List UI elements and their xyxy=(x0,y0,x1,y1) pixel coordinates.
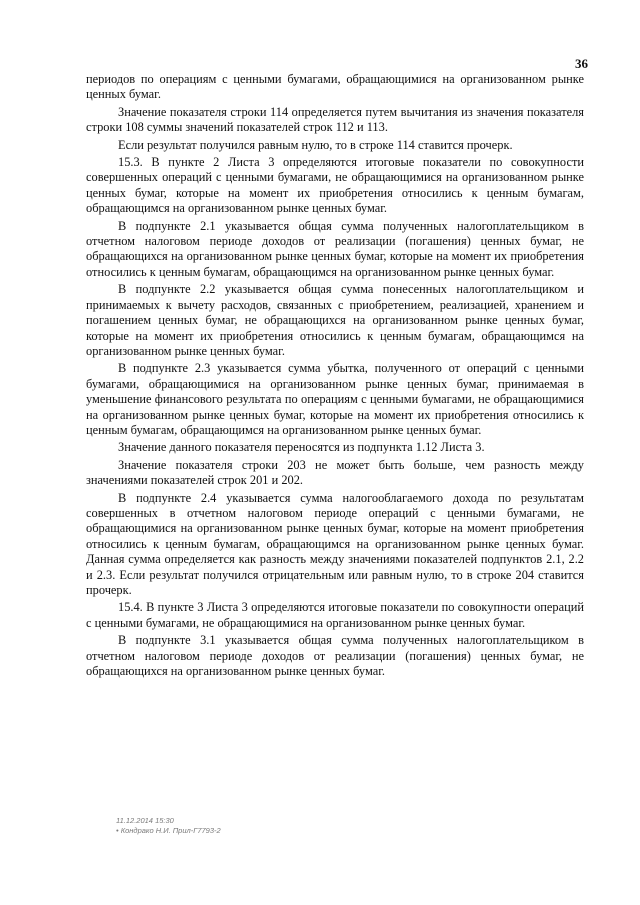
paragraph: В подпункте 3.1 указывается общая сумма полученных налогоплательщиком в отчетном налоговом периоде доходов от реализации (погашения) ценных бумаг, не обращающихся на организованном рынке ценных бумаг. xyxy=(86,633,584,679)
document-footer-stamp xyxy=(116,816,221,836)
paragraph: 15.3. В пункте 2 Листа 3 определяются итоговые показатели по совокупности совершенных операций с ценными бумагами, не обращающимися на организованном рынке ценных бумаг, которые на момент их приобретения относились к ценным бумагам, обращающимся на организованном рынке ценных бумаг. xyxy=(86,155,584,216)
document-body xyxy=(86,72,584,681)
paragraph: В подпункте 2.2 указывается общая сумма понесенных налогоплательщиком и принимаемых к вычету расходов, связанных с приобретением, реализацией, хранением и погашением ценных бумаг, не обращающихся на организованном рынке ценных бумаг, которые на момент их приобретения относились к ценным бумагам, обращающимся на организованном рынке ценных бумаг. xyxy=(86,282,584,358)
paragraph: В подпункте 2.3 указывается сумма убытка, полученного от операций с ценными бумагами, обращающимися на организованном рынке ценных бумаг, принимаемая в уменьшение финансового результата по операциям с ценными бумагами, не обращающимися на организованном рынке ценных бумаг, которые на момент их приобретения относились к ценным бумагам, обращающимся на организованном рынке ценных бумаг. xyxy=(86,361,584,437)
paragraph: Значение показателя строки 114 определяется путем вычитания из значения показателя строки 108 суммы значений показателей строк 112 и 113. xyxy=(86,104,584,135)
paragraph: В подпункте 2.4 указывается сумма налогооблагаемого дохода по результатам совершенных в отчетном налоговом периоде операций с ценными бумагами, не обращающимися на организованном рынке ценных бумаг, которые на момент приобретения относились к ценным бумагам, обращающимся на организованном рынке ценных бумаг. Данная сумма определяется как разность между значениями показателей подпунктов 2.1, 2.2 и 2.3. Если результат получился отрицательным или равным нулю, то в строке 204 ставится прочерк. xyxy=(86,490,584,597)
paragraph: Если результат получился равным нулю, то в строке 114 ставится прочерк. xyxy=(118,137,513,152)
paragraph: В подпункте 2.1 указывается общая сумма полученных налогоплательщиком в отчетном налоговом периоде доходов от реализации (погашения) ценных бумаг, не обращающихся на организованном рынке ценных бумаг, которые на момент их приобретения относились к ценным бумагам, обращающимся на организованном рынке ценных бумаг. xyxy=(86,218,584,279)
page-number: 36 xyxy=(575,56,588,71)
paragraph: Значение данного показателя переносятся из подпункта 1.12 Листа 3. xyxy=(118,440,485,455)
footer-timestamp: 11.12.2014 15:30 xyxy=(116,816,174,825)
paragraph: 15.4. В пункте 3 Листа 3 определяются итоговые показатели по совокупности операций с ценными бумагами, не обращающимися на организованном рынке ценных бумаг. xyxy=(86,600,584,630)
paragraph: Значение показателя строки 203 не может быть больше, чем разность между значениями показателей строк 201 и 202. xyxy=(86,457,584,488)
paragraph: периодов по операциям с ценными бумагами, обращающимися на организованном рынке ценных бумаг. xyxy=(86,72,584,102)
footer-document-ref: • Кондрако Н.И. Прил-Г7793-2 xyxy=(116,826,221,835)
